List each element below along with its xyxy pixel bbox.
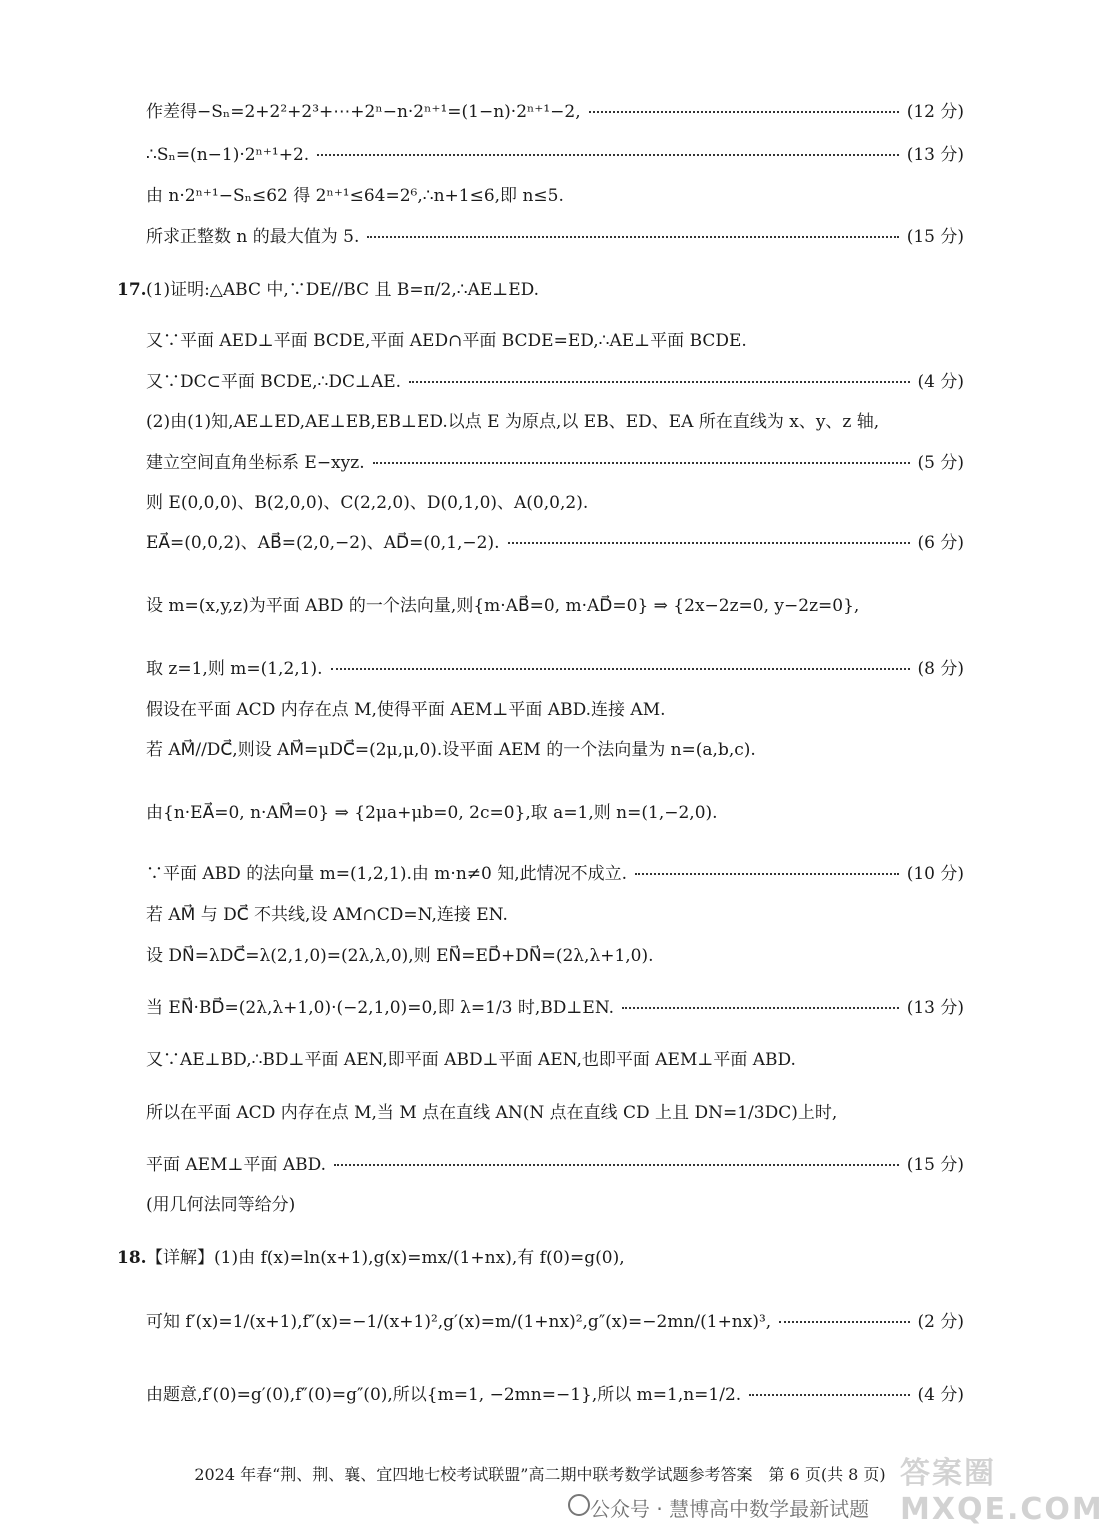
- line-text: ∴Sₙ=(n−1)·2ⁿ⁺¹+2.: [146, 145, 310, 165]
- watermark-text: 公众号 · 慧博高中数学最新试题: [590, 1497, 870, 1521]
- answer-line: (用几何法同等给分): [146, 1195, 296, 1215]
- dot-leader: [409, 381, 909, 383]
- question-number: 18.: [117, 1248, 147, 1268]
- line-text: 平面 AEM⊥平面 ABD.: [146, 1155, 327, 1175]
- score: (15 分): [906, 1155, 964, 1175]
- dot-leader: [779, 1321, 909, 1323]
- dot-leader: [367, 236, 898, 238]
- answer-line: 假设在平面 ACD 内存在点 M,使得平面 AEM⊥平面 ABD.连接 AM.: [146, 700, 666, 720]
- wechat-icon: [568, 1494, 590, 1516]
- line-text: EA⃗=(0,0,2)、AB⃗=(2,0,−2)、AD⃗=(0,1,−2).: [146, 533, 500, 553]
- line-text: 由题意,f′(0)=g′(0),f″(0)=g″(0),所以{m=1, −2mn=−1},所以 m=1,n=1/2.: [146, 1385, 742, 1405]
- dot-leader: [749, 1394, 909, 1396]
- score: (8 分): [917, 659, 964, 679]
- page-footer: 2024 年春“荆、荆、襄、宜四地七校考试联盟”高二期中联考数学试题参考答案 第 6 页(共 8 页): [194, 1465, 886, 1484]
- line-text: ∵平面 ABD 的法向量 m=(1,2,1).由 m·n≠0 知,此情况不成立.: [146, 864, 628, 884]
- answer-line: 设 m=(x,y,z)为平面 ABD 的一个法向量,则{m·AB⃗=0, m·AD⃗=0} ⇒ {2x−2z=0, y−2z=0},: [146, 596, 860, 616]
- line-text: 作差得−Sₙ=2+2²+2³+⋯+2ⁿ−n·2ⁿ⁺¹=(1−n)·2ⁿ⁺¹−2,: [146, 102, 581, 122]
- score: (10 分): [906, 864, 964, 884]
- line-text: 当 EN⃗·BD⃗=(2λ,λ+1,0)·(−2,1,0)=0,即 λ=1/3 时,BD⊥EN.: [146, 998, 615, 1018]
- dot-leader: [508, 542, 910, 544]
- score: (13 分): [906, 998, 964, 1018]
- answer-line: (1)证明:△ABC 中,∵DE//BC 且 B=π/2,∴AE⊥ED.: [146, 280, 540, 300]
- line-text: 取 z=1,则 m=(1,2,1).: [146, 659, 323, 679]
- answer-line: [146, 225, 964, 249]
- score: (15 分): [906, 227, 964, 247]
- answer-line: [146, 370, 964, 394]
- line-text: 可知 f′(x)=1/(x+1),f″(x)=−1/(x+1)²,g′(x)=m/(1+nx)²,g″(x)=−2mn/(1+nx)³,: [146, 1312, 772, 1332]
- answer-line: 由 n·2ⁿ⁺¹−Sₙ≤62 得 2ⁿ⁺¹≤64=2⁶,∴n+1≤6,即 n≤5.: [146, 186, 564, 206]
- answer-line: [146, 996, 964, 1020]
- question-number: 17.: [117, 280, 147, 300]
- dot-leader: [635, 873, 899, 875]
- answer-line: [146, 100, 964, 124]
- score: (6 分): [917, 533, 964, 553]
- answer-line: [146, 657, 964, 681]
- answer-line: 若 AM⃗ 与 DC⃗ 不共线,设 AM∩CD=N,连接 EN.: [146, 905, 508, 925]
- answer-line: (2)由(1)知,AE⊥ED,AE⊥EB,EB⊥ED.以点 E 为原点,以 EB、ED、EA 所在直线为 x、y、z 轴,: [146, 412, 880, 432]
- answer-line: [146, 531, 964, 555]
- dot-leader: [317, 154, 899, 156]
- answer-line: 又∵AE⊥BD,∴BD⊥平面 AEN,即平面 ABD⊥平面 AEN,也即平面 AEM⊥平面 ABD.: [146, 1050, 796, 1070]
- answer-line: 若 AM⃗//DC⃗,则设 AM⃗=μDC⃗=(2μ,μ,0).设平面 AEM 的一个法向量为 n=(a,b,c).: [146, 740, 756, 760]
- dot-leader: [331, 668, 910, 670]
- dot-leader: [373, 462, 910, 464]
- answer-line: [146, 451, 964, 475]
- answer-line: [146, 1153, 964, 1177]
- answer-line: [146, 1383, 964, 1407]
- watermark-logo: 答案圈 MXQE.COM: [900, 1456, 1104, 1527]
- score: (13 分): [906, 145, 964, 165]
- dot-leader: [334, 1164, 899, 1166]
- answer-line: 又∵平面 AED⊥平面 BCDE,平面 AED∩平面 BCDE=ED,∴AE⊥平面 BCDE.: [146, 331, 747, 351]
- score: (2 分): [917, 1312, 964, 1332]
- answer-line: 所以在平面 ACD 内存在点 M,当 M 点在直线 AN(N 点在直线 CD 上且 DN=1/3DC)上时,: [146, 1103, 838, 1123]
- answer-line: 由{n·EA⃗=0, n·AM⃗=0} ⇒ {2μa+μb=0, 2c=0},取 a=1,则 n=(1,−2,0).: [146, 803, 718, 823]
- score: (4 分): [917, 372, 964, 392]
- answer-line: 则 E(0,0,0)、B(2,0,0)、C(2,2,0)、D(0,1,0)、A(0,0,2).: [146, 493, 589, 513]
- line-text: 建立空间直角坐标系 E−xyz.: [146, 453, 365, 473]
- score: (5 分): [917, 453, 964, 473]
- line-text: 又∵DC⊂平面 BCDE,∴DC⊥AE.: [146, 372, 402, 392]
- score: (12 分): [906, 102, 964, 122]
- answer-line: 【详解】(1)由 f(x)=ln(x+1),g(x)=mx/(1+nx),有 f(0)=g(0),: [146, 1248, 625, 1268]
- answer-line: 设 DN⃗=λDC⃗=λ(2,1,0)=(2λ,λ,0),则 EN⃗=ED⃗+DN⃗=(2λ,λ+1,0).: [146, 946, 654, 966]
- score: (4 分): [917, 1385, 964, 1405]
- line-text: 所求正整数 n 的最大值为 5.: [146, 227, 360, 247]
- answer-line: [146, 862, 964, 886]
- answer-line: [146, 143, 964, 167]
- dot-leader: [589, 111, 899, 113]
- dot-leader: [622, 1007, 899, 1009]
- answer-line: [146, 1310, 964, 1334]
